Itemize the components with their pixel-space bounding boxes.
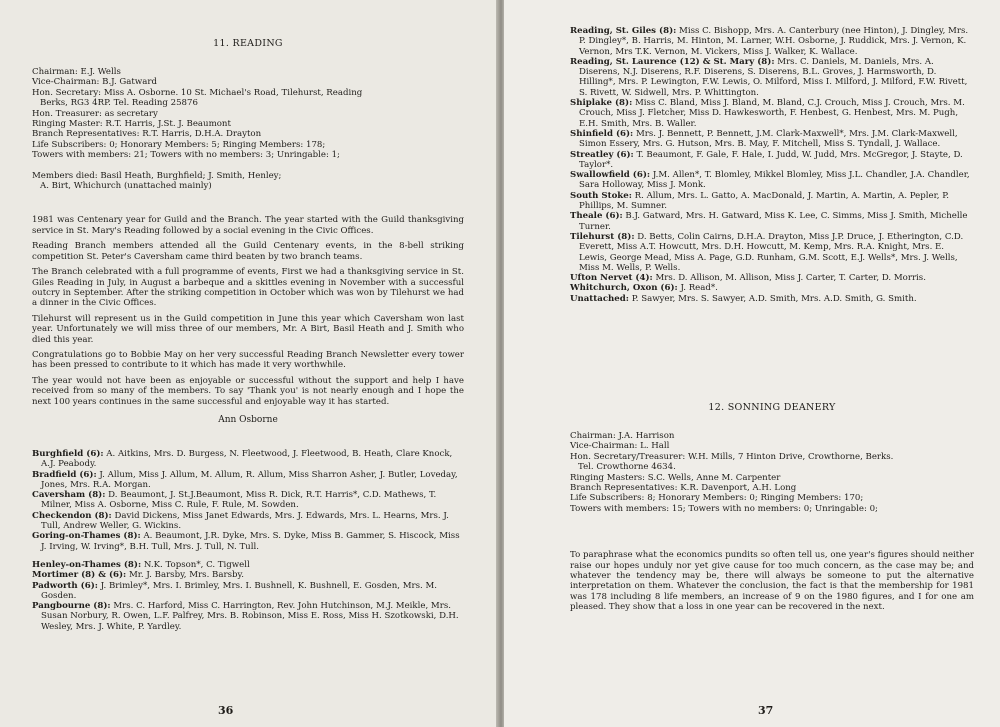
tower-name: Burghfield (6): — [32, 448, 104, 459]
tower-name: Unattached: — [570, 293, 629, 304]
officer-line: Chairman: J.A. Harrison — [570, 431, 675, 442]
tower-entry — [32, 570, 464, 580]
officer-line: Life Subscribers: 8; Honorary Members: 0; Ringing Members: 170; — [570, 493, 864, 504]
paragraph: Congratulations go to Bobbie May on her very successful Reading Branch Newsletter every tower has been pressed to contribute to it which has made it very worthwhile. — [32, 349, 464, 371]
tower-members: Mrs. C. Daniels, M. Daniels, Mrs. A. Diserens, N.J. Diserens, R.F. Diserens, S. Diserens, B.L. Groves, J. Harmsworth, D. Hilling*, Mrs. P. Lewington, F.W. Lewis, O. Milford, Miss I. Milford, J. Milford, F.W. Rivett, S. Rivett, W. Sidwell, Mrs. P. Whittington. — [579, 56, 968, 98]
members-died-line: A. Birt, Whichurch (unattached mainly) — [40, 181, 212, 192]
paragraph: The Branch celebrated with a full programme of events, First we had a thanksgiving service in St. Giles Reading in July, in August a barbeque and a skittles evening in November with a successful outcry in September. After the striking competition in October which was won by Tilehurst we had a dinner in the Civic Offices. — [32, 267, 464, 309]
tower-members: P. Sawyer, Mrs. S. Sawyer, A.D. Smith, Mrs. A.D. Smith, G. Smith. — [631, 293, 917, 304]
tower-members: T. Beaumont, F. Gale, F. Hale, I. Judd, W. Judd, Mrs. McGregor, J. Stayte, D. Taylor*. — [579, 149, 963, 170]
officer-line: Vice-Chairman: B.J. Gatward — [32, 77, 157, 88]
tower-members: Mr. J. Barsby, Mrs. Barsby. — [128, 570, 244, 581]
tower-list-a — [32, 449, 464, 552]
tower-entry — [570, 57, 974, 98]
tower-entry — [32, 511, 464, 532]
officer-line: Tel. Crowthorne 4634. — [578, 462, 676, 473]
tower-entry — [570, 150, 974, 171]
tower-name: Padworth (6): — [32, 580, 98, 591]
tower-entry — [32, 601, 464, 632]
tower-members: Mrs. J. Bennett, P. Bennett, J.M. Clark-Maxwell*, Mrs. J.M. Clark-Maxwell, Simon Essery, Mrs. G. Hutson, Mrs. B. May, F. Mitchell, Miss S. Tyndall, J. Wallace. — [579, 128, 958, 150]
tower-name: Checkendon (8): — [32, 510, 112, 521]
tower-entry — [570, 26, 974, 57]
tower-entry — [32, 490, 464, 511]
tower-name: Shinfield (6): — [570, 128, 634, 139]
officer-line: Ringing Masters: S.C. Wells, Anne M. Carpenter — [570, 472, 781, 483]
page-number: 37 — [758, 704, 774, 717]
paragraph: The year would not have been as enjoyable or successful without the support and help I have received from so many of the members. To say 'Thank you' is not nearly enough and I hope the next 100 years continues in the same successful and enjoyable way it has started. — [32, 375, 464, 407]
tower-entry — [570, 170, 974, 191]
tower-members: R. Allum, Mrs. L. Gatto, A. MacDonald, J. Martin, A. Martin, A. Pepler, P. Phillips, M. Sumner. — [579, 190, 950, 212]
tower-name: Whitchurch, Oxon (6): — [570, 283, 678, 294]
paragraph: Tilehurst will represent us in the Guild competition in June this year which Caversham won last year. Unfortunately we will miss three of our members, Mr. A Birt, Basil Heath and J. Smith who died this year. — [32, 313, 464, 345]
officer-line: Vice-Chairman: L. Hall — [570, 441, 670, 452]
officers-block — [32, 67, 464, 161]
tower-name: Caversham (8): — [32, 490, 106, 501]
paragraph: 1981 was Centenary year for Guild and the Branch. The year started with the Guild thanksgiving service in St. Mary's Reading followed by a social evening in the Civic Offices. — [32, 215, 464, 236]
tower-entry — [32, 531, 464, 552]
tower-name: Shiplake (8): — [570, 98, 633, 109]
tower-name: Reading, St. Giles (8): — [570, 26, 677, 36]
tower-name: Henley-on-Thames (8): — [32, 559, 142, 570]
section-title: 11. READING — [213, 38, 283, 49]
officer-line: Branch Representatives: K.R. Davenport, A.H. Long — [570, 483, 797, 494]
tower-entry — [570, 273, 974, 283]
tower-members: D. Betts, Colin Cairns, D.H.A. Drayton, Miss J.P. Druce, J. Etherington, C.D. Everett, Miss A.T. Howcutt, Mrs. D.H. Howcutt, M. Kemp, Mrs. R.A. Knight, Mrs. E. Lewis, George Mead, Miss A. Page, G.D. Runham, G.M. Scott, E.J. Wells*, Mrs. J. Wells, Miss M. Wells, P. Wells. — [579, 231, 964, 273]
officer-line: Life Subscribers: 0; Honorary Members: 5; Ringing Members: 178; — [32, 139, 326, 150]
tower-members: Mrs. D. Allison, M. Allison, Miss J. Carter, T. Carter, D. Morris. — [655, 273, 926, 284]
tower-members: J. Allum, Miss J. Allum, M. Allum, R. Allum, Miss Sharron Asher, J. Butler, Loveday, Jones, Mrs. R.A. Morgan. — [41, 469, 458, 490]
tower-name: Tilehurst (8): — [570, 231, 635, 242]
tower-members: J.M. Allen*, T. Blomley, Mikkel Blomley, Miss J.L. Chandler, J.A. Chandler, Sara Holloway, Miss J. Monk. — [579, 170, 970, 191]
tower-name: Pangbourne (8): — [32, 601, 111, 612]
officer-line: Branch Representatives: R.T. Harris, D.H.A. Drayton — [32, 129, 262, 140]
tower-name: Reading, St. Laurence (12) & St. Mary (8): — [570, 56, 775, 67]
tower-entry — [570, 232, 974, 273]
tower-name: Ufton Nervet (4): — [570, 273, 653, 284]
officer-line: Towers with members: 21; Towers with no members: 3; Unringable: 1; — [32, 150, 340, 161]
tower-members: Mrs. C. Harford, Miss C. Harrington, Rev. John Hutchinson, M.J. Meikle, Mrs. Susan Norbury, R. Owen, L.F. Palfrey, Mrs. B. Robinson, Miss E. Ross, Miss H. Szotkowski, D.H. Wesley, Mrs. J. White, P. Yardley. — [41, 601, 459, 632]
tower-members: J. Read*. — [680, 283, 718, 294]
officer-line: Chairman: E.J. Wells — [32, 67, 121, 77]
tower-members: D. Beaumont, J. St.J.Beaumont, Miss R. Dick, R.T. Harris*, C.D. Mathews, T. Milner, Miss A. Osborne, Miss C. Rule, F. Rule, M. Sowden. — [41, 490, 437, 511]
tower-list-reading-continued — [570, 26, 974, 304]
tower-name: Bradfield (6): — [32, 469, 97, 480]
signature: Ann Osborne — [218, 414, 278, 425]
officer-line: Berks, RG3 4RP. Tel. Reading 25876 — [40, 98, 198, 109]
paragraph: To paraphrase what the economics pundits so often tell us, one year's figures should neither raise our hopes unduly nor yet give cause for too much concern, as the case may be; and whatever the tendency may be, there will always be someone to put the alternative interpretation on them. Whatever the conclusion, the fact is that the membership for 1981 was 178 including 8 life members, an increase of 9 on the 1980 figures, and I for one am pleased. They show that a loss in one year can be recovered in the next. — [570, 550, 974, 613]
tower-members: A. Aitkins, Mrs. D. Burgess, N. Fleetwood, J. Fleetwood, B. Heath, Clare Knock, A.J. Peabody. — [41, 448, 453, 470]
tower-entry — [570, 191, 974, 212]
tower-entry — [570, 98, 974, 129]
tower-name: Mortimer (8) & (6): — [32, 570, 127, 581]
tower-entry — [570, 283, 974, 293]
tower-name: South Stoke: — [570, 190, 632, 201]
tower-members: J. Brimley*, Mrs. I. Brimley, Mrs. I. Bushnell, K. Bushnell, E. Gosden, Mrs. M. Gosden. — [41, 580, 438, 601]
tower-members: Miss C. Bishopp, Mrs. A. Canterbury (nee Hinton), J. Dingley, Mrs. P. Dingley*, B. Harris, M. Hinton, M. Larner, W.H. Osborne, J. Ruddick, Mrs. J. Vernon, K. Vernon, Mrs T.K. Vernon, M. Vickers, Miss J. Walker, K. Wallace. — [579, 26, 969, 57]
page-number: 36 — [218, 704, 234, 717]
section-title: 12. SONNING DEANERY — [708, 402, 836, 414]
tower-members: Miss C. Bland, Miss J. Bland, M. Bland, C.J. Crouch, Miss J. Crouch, Mrs. M. Crouch, Miss J. Fletcher, Miss D. Hawkesworth, F. Henbest, G. Henbest, Mrs. M. Pugh, E.H. Smith, Mrs. B. Waller. — [579, 98, 965, 129]
tower-entry — [570, 211, 974, 232]
tower-entry — [570, 129, 974, 150]
tower-entry — [32, 581, 464, 602]
tower-entry — [32, 470, 464, 491]
paragraph: Reading Branch members attended all the Guild Centenary events, in the 8-bell striking competition St. Peter's Caversham came third beaten by two branch teams. — [32, 241, 464, 262]
tower-name: Swallowfield (6): — [570, 170, 651, 181]
members-died — [32, 171, 464, 192]
tower-name: Goring-on-Thames (8): — [32, 531, 141, 542]
officers-block — [570, 431, 974, 514]
tower-members: N.K. Topson*, C. Tigwell — [143, 559, 250, 570]
tower-members: David Dickens, Miss Janet Edwards, Mrs. J. Edwards, Mrs. L. Hearns, Mrs. J. Tull, Andrew Weller, G. Wickins. — [41, 510, 449, 532]
officer-line: Towers with members: 15; Towers with no members: 0; Unringable: 0; — [570, 503, 878, 514]
members-died-line: Members died: Basil Heath, Burghfield; J. Smith, Henley; — [32, 170, 282, 181]
report-body — [32, 215, 464, 407]
officer-line: Hon. Secretary/Treasurer: W.H. Mills, 7 Hinton Drive, Crowthorne, Berks. — [570, 451, 894, 462]
tower-name: Streatley (6): — [570, 149, 634, 160]
tower-entry — [32, 449, 464, 470]
tower-entry — [32, 560, 464, 570]
tower-members: B.J. Gatward, Mrs. H. Gatward, Miss K. Lee, C. Simms, Miss J. Smith, Michelle Turner. — [579, 211, 968, 232]
tower-name: Theale (6): — [570, 211, 623, 222]
right-page — [504, 0, 1000, 727]
tower-list-b — [32, 560, 464, 632]
officer-line: Ringing Master: R.T. Harris, J.St. J. Beaumont — [32, 119, 231, 130]
tower-entry — [570, 294, 974, 304]
officer-line: Hon. Secretary: Miss A. Osborne. 10 St. Michael's Road, Tilehurst, Reading — [32, 87, 363, 98]
officer-line: Hon. Treasurer: as secretary — [32, 108, 158, 119]
tower-members: A. Beaumont, J.R. Dyke, Mrs. S. Dyke, Miss B. Gammer, S. Hiscock, Miss J. Irving, W. Irving*, B.H. Tull, Mrs. J. Tull, N. Tull. — [41, 531, 460, 552]
